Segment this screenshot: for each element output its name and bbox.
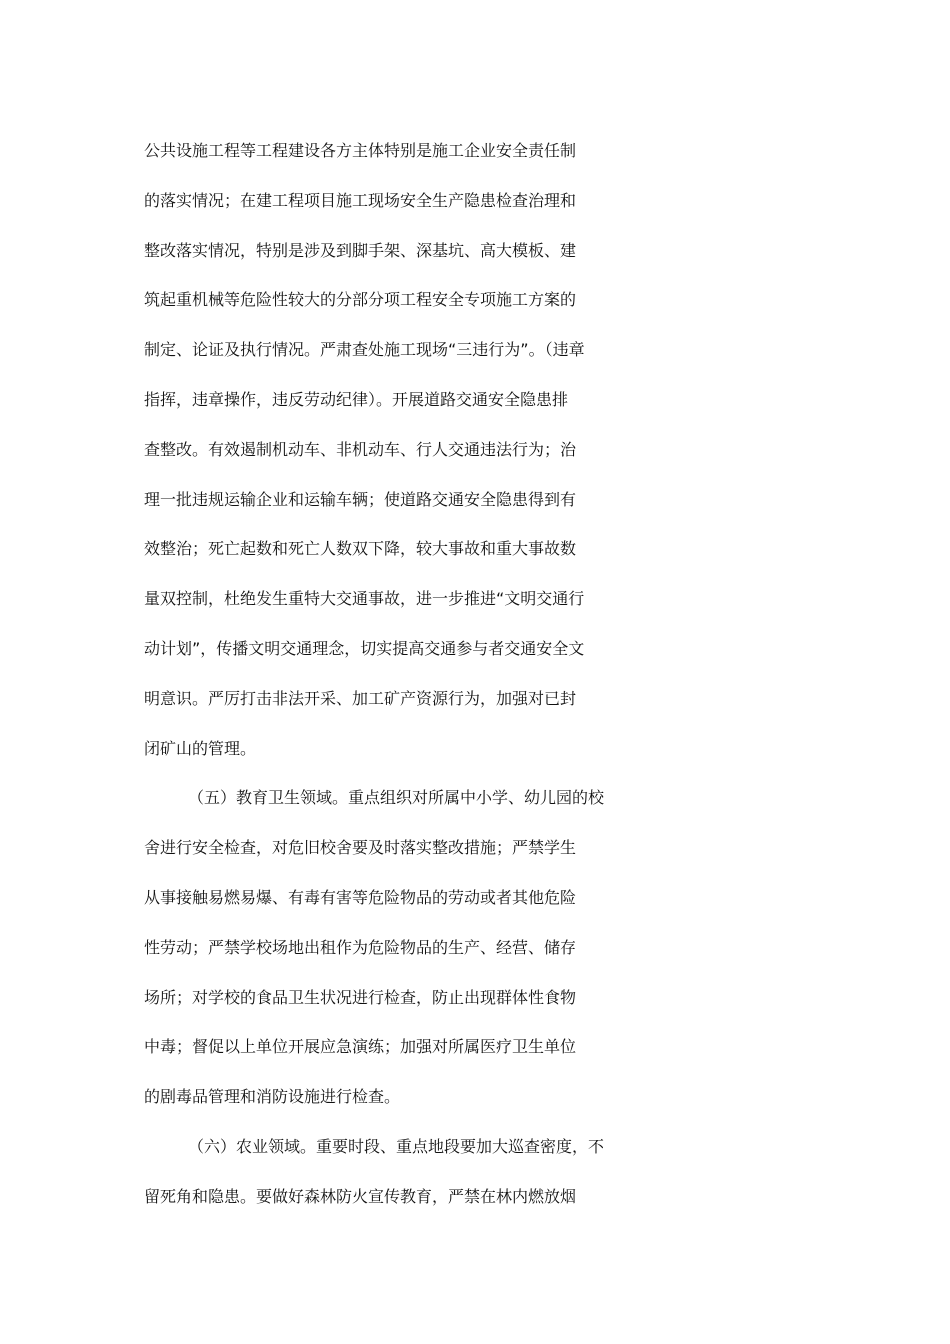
section-heading-line: （五）教育卫生领域。重点组织对所属中小学、幼儿园的校 <box>188 788 605 808</box>
text-line: 制定、论证及执行情况。严肃查处施工现场“三违行为”。（违章 <box>144 340 585 360</box>
text-line: 查整改。有效遏制机动车、非机动车、行人交通违法行为；治 <box>144 439 577 459</box>
text-line: 理一批违规运输企业和运输车辆；使道路交通安全隐患得到有 <box>144 489 577 509</box>
text-line: 从事接触易燃易爆、有毒有害等危险物品的劳动或者其他危险 <box>144 887 577 907</box>
text-line: 筑起重机械等危险性较大的分部分项工程安全专项施工方案的 <box>144 290 577 310</box>
text-line: 明意识。严厉打击非法开采、加工矿产资源行为，加强对已封 <box>144 688 577 708</box>
text-line: 舍进行安全检查，对危旧校舍要及时落实整改措施；严禁学生 <box>144 838 577 858</box>
text-line: 整改落实情况，特别是涉及到脚手架、深基坑、高大模板、建 <box>144 240 577 260</box>
text-line: 的落实情况；在建工程项目施工现场安全生产隐患检查治理和 <box>144 190 577 210</box>
text-line: 中毒；督促以上单位开展应急演练；加强对所属医疗卫生单位 <box>144 1037 577 1057</box>
section-heading-line: （六）农业领域。重要时段、重点地段要加大巡查密度，不 <box>188 1136 605 1156</box>
text-line: 效整治；死亡起数和死亡人数双下降，较大事故和重大事故数 <box>144 539 577 559</box>
document-body <box>144 126 824 1222</box>
text-line: 场所；对学校的食品卫生状况进行检查，防止出现群体性食物 <box>144 987 577 1007</box>
text-line: 的剧毒品管理和消防设施进行检查。 <box>144 1087 401 1107</box>
text-line: 动计划”，传播文明交通理念，切实提高交通参与者交通安全文 <box>144 638 585 658</box>
text-line: 留死角和隐患。要做好森林防火宣传教育，严禁在林内燃放烟 <box>144 1186 577 1206</box>
text-line: 性劳动；严禁学校场地出租作为危险物品的生产、经营、储存 <box>144 937 577 957</box>
text-line: 闭矿山的管理。 <box>144 738 257 758</box>
text-line: 指挥，违章操作，违反劳动纪律）。开展道路交通安全隐患排 <box>144 389 569 409</box>
text-line: 公共设施工程等工程建设各方主体特别是施工企业安全责任制 <box>144 141 577 160</box>
text-line: 量双控制，杜绝发生重特大交通事故，进一步推进“文明交通行 <box>144 589 585 609</box>
